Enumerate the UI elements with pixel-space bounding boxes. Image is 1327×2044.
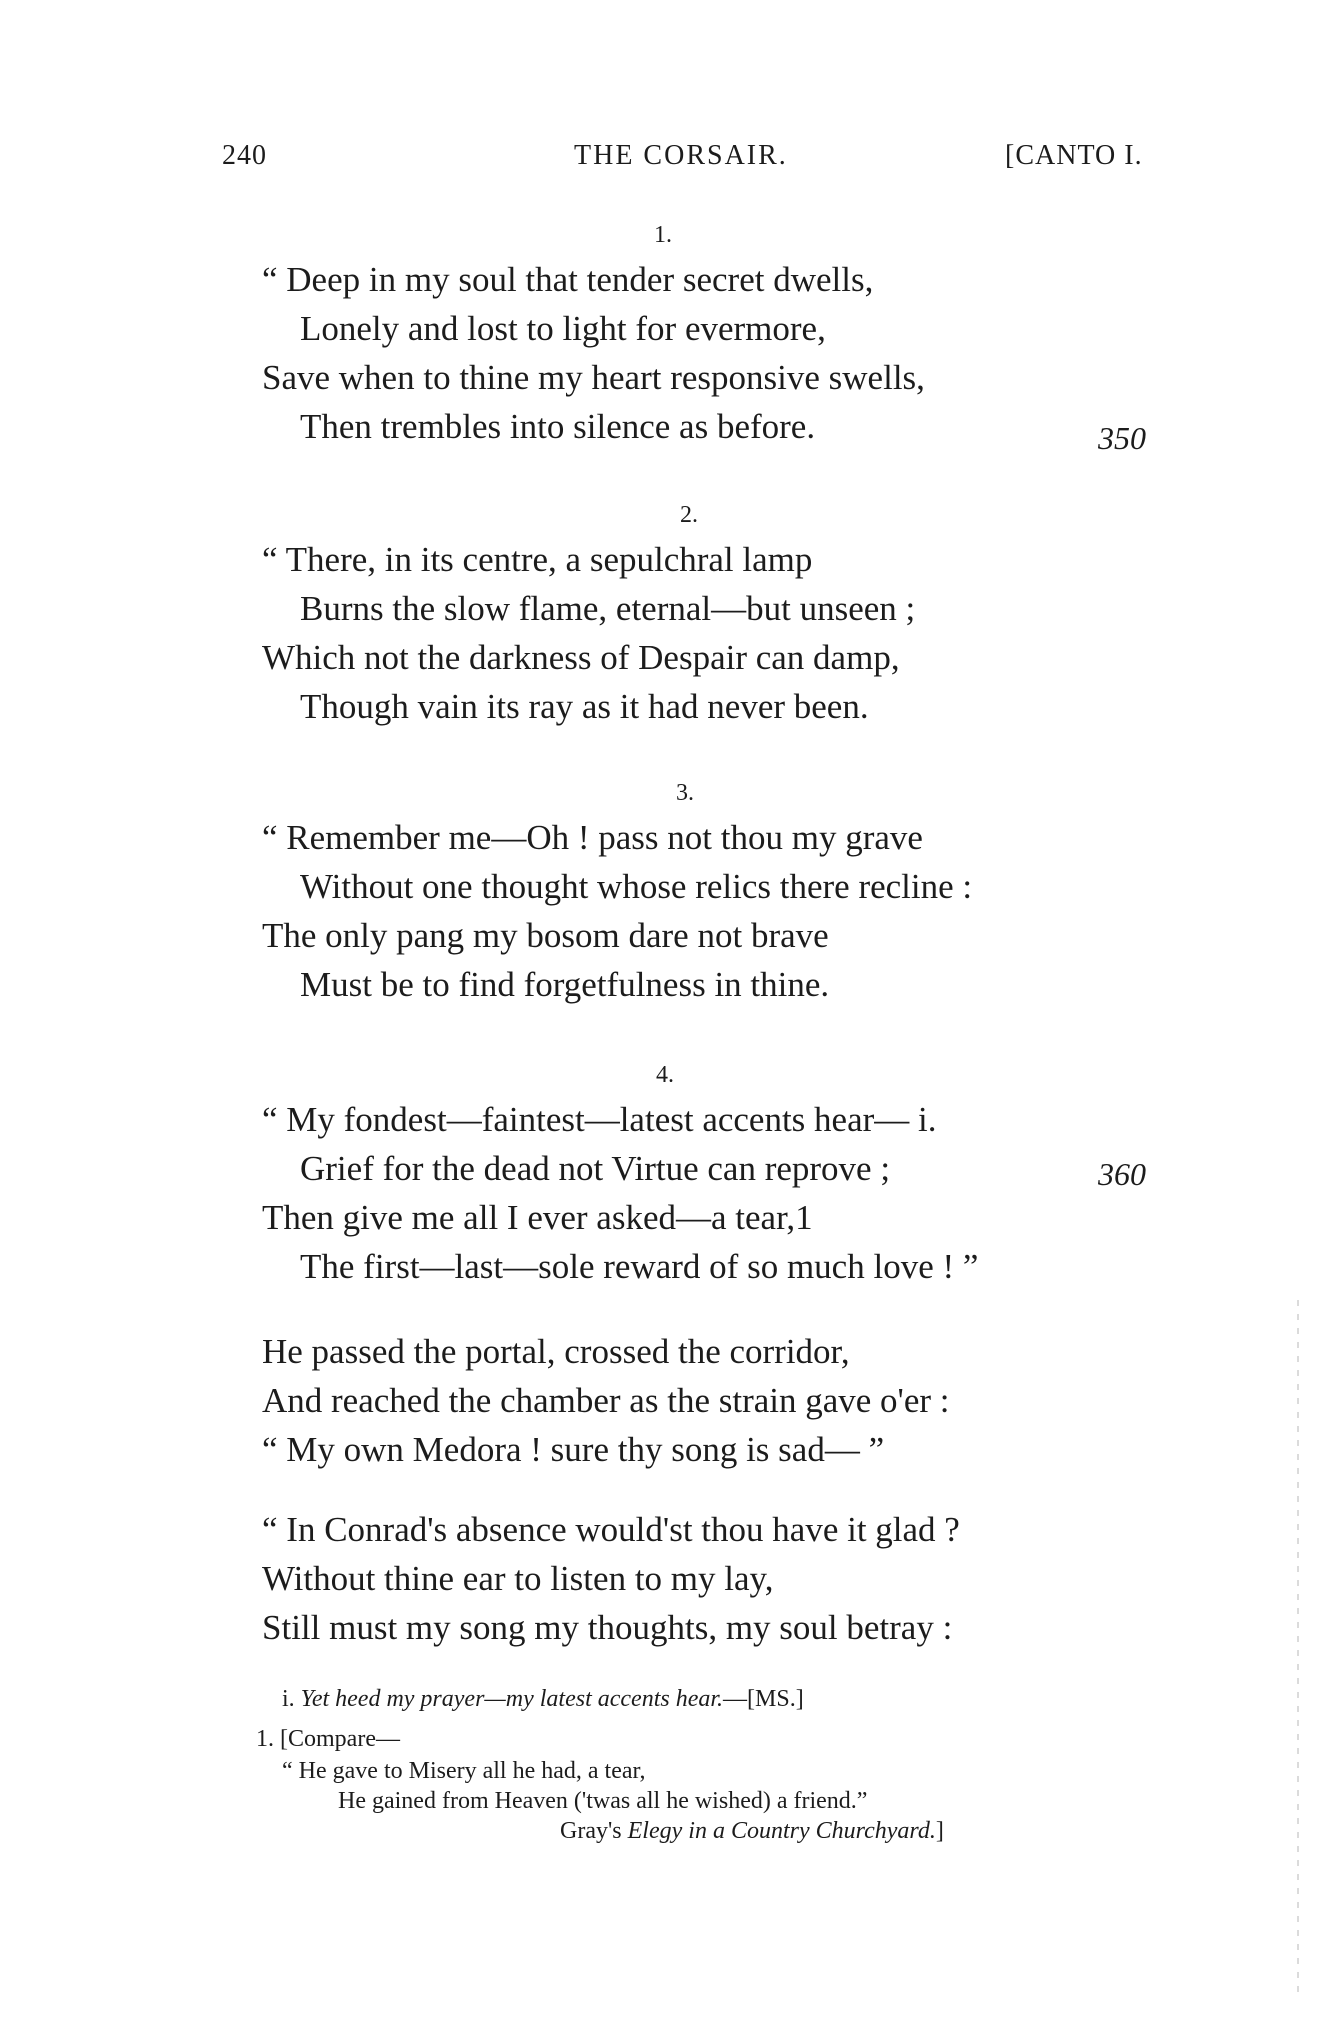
footnote-source: —[MS.] <box>723 1686 804 1712</box>
citation-work: Elegy in a Country Churchyard. <box>627 1818 936 1844</box>
verse-line: Must be to find forgetfulness in thine. <box>300 965 830 1004</box>
running-header <box>0 140 1327 180</box>
footnote-citation <box>560 1818 944 1845</box>
verse-line: Burns the slow flame, eternal—but unseen ; <box>300 589 916 628</box>
footnote-quote-line: He gained from Heaven ('twas all he wished) a friend.” <box>338 1788 868 1814</box>
verse-line: Still must my song my thoughts, my soul betray : <box>262 1608 953 1647</box>
verse-line: Grief for the dead not Virtue can reprove ; <box>300 1149 891 1188</box>
citation-author: Gray's <box>560 1818 622 1844</box>
footnote-variant-text: Yet heed my prayer—my latest accents hear. <box>300 1686 724 1712</box>
verse-line: “ My own Medora ! sure thy song is sad— ” <box>262 1430 885 1469</box>
footnote-variant <box>282 1686 804 1713</box>
verse-line: The first—last—sole reward of so much love ! ” <box>300 1247 979 1286</box>
footnote-marker: i. <box>282 1686 295 1712</box>
stanza-number: 1. <box>654 222 672 248</box>
verse-line: “ Deep in my soul that tender secret dwells, <box>262 260 874 299</box>
verse-line: “ Remember me—Oh ! pass not thou my grave <box>262 818 923 857</box>
stanza-number: 3. <box>676 780 694 806</box>
verse-line: And reached the chamber as the strain gave o'er : <box>262 1381 950 1420</box>
stanza-number: 2. <box>680 502 698 528</box>
line-number: 350 <box>1098 420 1146 456</box>
verse-line: Without one thought whose relics there recline : <box>300 867 973 906</box>
verse-line: “ In Conrad's absence would'st thou have it glad ? <box>262 1510 960 1549</box>
footnote-1 <box>256 1726 400 1753</box>
verse-line: Though vain its ray as it had never been. <box>300 687 869 726</box>
scan-edge-shadow <box>1297 1300 1299 2000</box>
footnote-quote-line: “ He gave to Misery all he had, a tear, <box>282 1758 646 1784</box>
verse-line: He passed the portal, crossed the corridor, <box>262 1332 850 1371</box>
footnote-intro: [Compare— <box>280 1726 400 1752</box>
verse-line: “ My fondest—faintest—latest accents hear— i. <box>262 1100 937 1139</box>
page-number: 240 <box>222 140 267 171</box>
verse-line: Save when to thine my heart responsive swells, <box>262 358 925 397</box>
verse-line: Lonely and lost to light for evermore, <box>300 309 826 348</box>
footnote-marker: 1. <box>256 1726 274 1752</box>
citation-close: ] <box>935 1818 944 1844</box>
verse-line: The only pang my bosom dare not brave <box>262 916 829 955</box>
verse-line: Which not the darkness of Despair can damp, <box>262 638 900 677</box>
verse-line: Then give me all I ever asked—a tear,1 <box>262 1198 813 1237</box>
verse-line: Then trembles into silence as before. <box>300 407 816 446</box>
line-number: 360 <box>1098 1156 1146 1192</box>
verse-line: Without thine ear to listen to my lay, <box>262 1559 774 1598</box>
stanza-number: 4. <box>656 1062 674 1088</box>
running-title: THE CORSAIR. <box>574 140 788 171</box>
canto-label: [CANTO I. <box>1005 140 1143 171</box>
verse-line: “ There, in its centre, a sepulchral lamp <box>262 540 813 579</box>
